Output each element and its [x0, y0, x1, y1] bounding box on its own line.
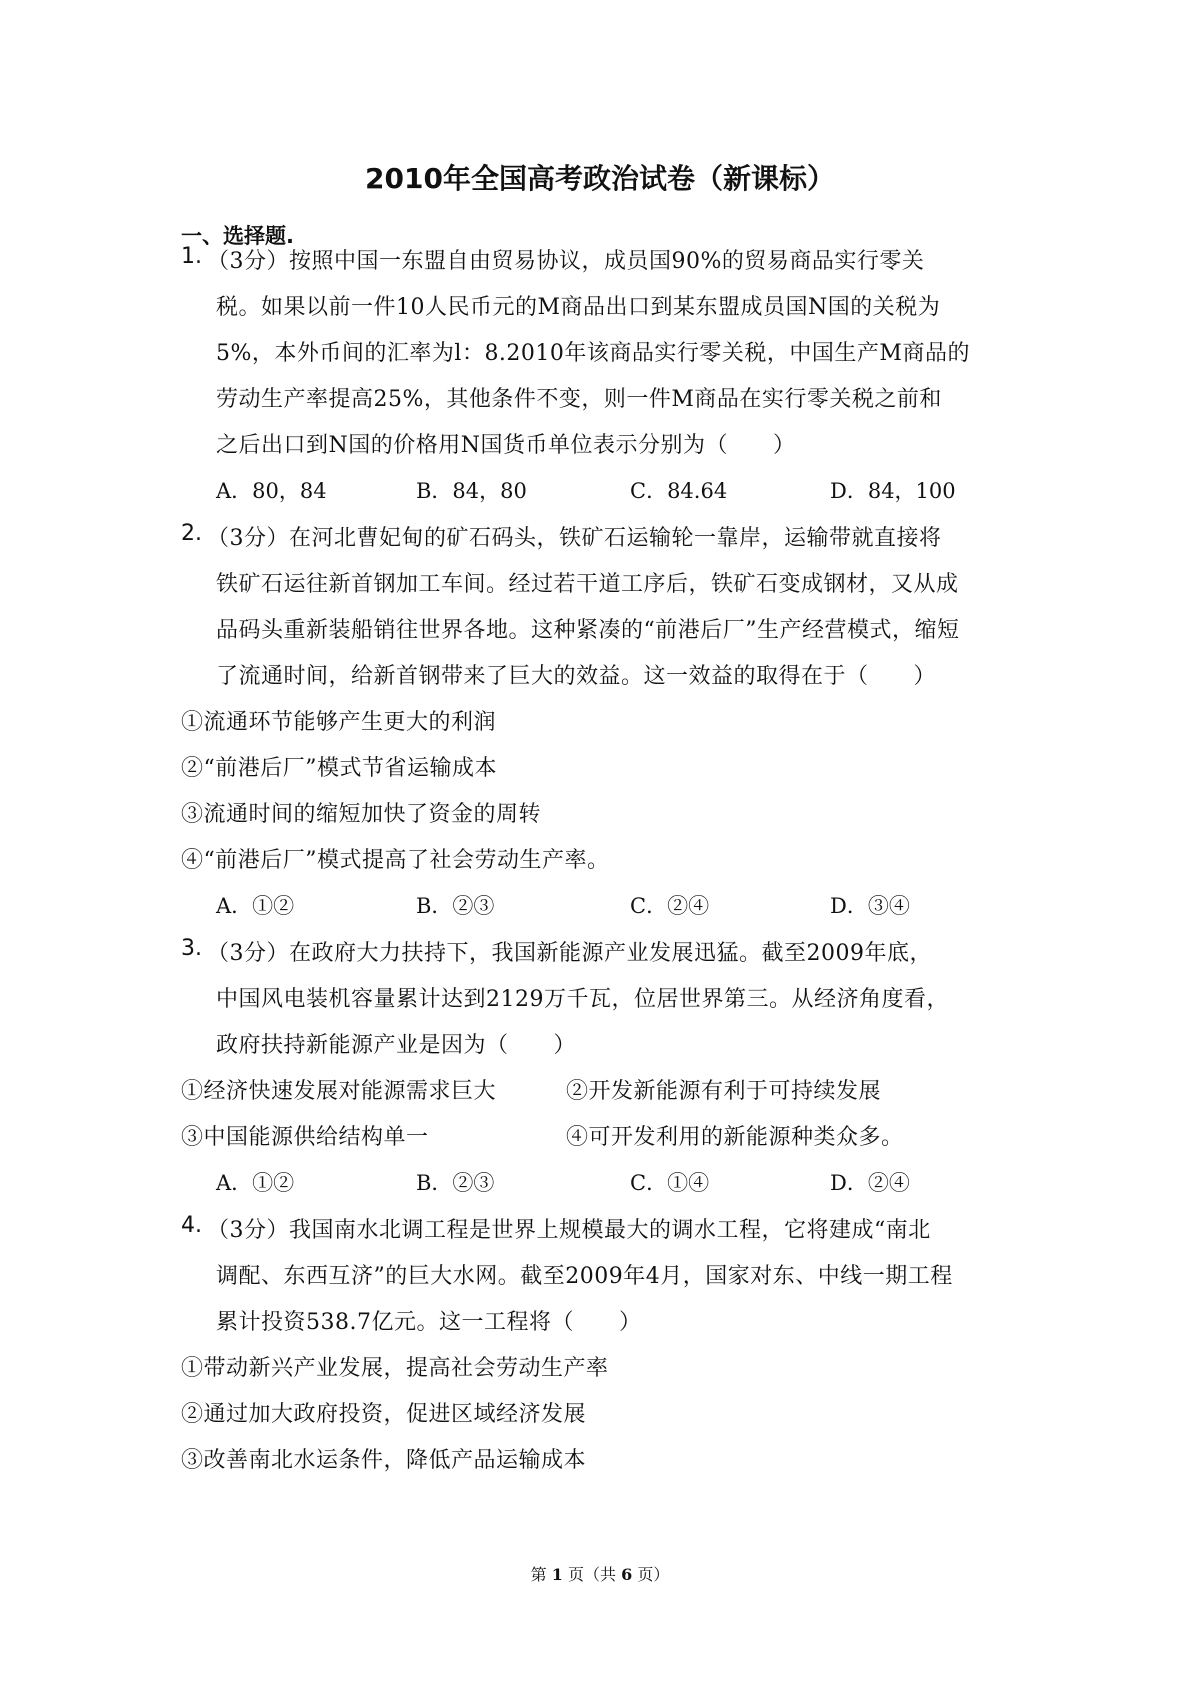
answer-option[interactable]: D．84，100	[830, 479, 956, 503]
footer-prefix: 第	[530, 1565, 547, 1584]
answer-option[interactable]: D．②④	[830, 1171, 910, 1195]
question-text-line: （3分）在河北曹妃甸的矿石码头，铁矿石运输轮一靠岸，运输带就直接将	[207, 526, 942, 551]
statement-item: ③改善南北水运条件，降低产品运输成本	[181, 1448, 587, 1473]
question-number: 2.	[181, 521, 202, 546]
question-text-line: 品码头重新装船销往世界各地。这种紧凑的“前港后厂”生产经营模式，缩短	[216, 618, 960, 643]
statement-item: ②“前港后厂”模式节省运输成本	[181, 756, 497, 781]
total-page-count: 6	[621, 1565, 633, 1584]
question-text-line: 之后出口到N国的价格用N国货币单位表示分别为（ ）	[216, 433, 796, 458]
question-text-line: 了流通时间，给新首钢带来了巨大的效益。这一效益的取得在于（ ）	[216, 664, 937, 689]
answer-option[interactable]: A．80，84	[216, 479, 327, 503]
statement-item: ②通过加大政府投资，促进区域经济发展	[181, 1402, 587, 1427]
statement-item: ①带动新兴产业发展，提高社会劳动生产率	[181, 1356, 609, 1381]
question-text-line: （3分）我国南水北调工程是世界上规模最大的调水工程，它将建成“南北	[207, 1218, 931, 1243]
question-text-line: 累计投资538.7亿元。这一工程将（ ）	[216, 1310, 642, 1335]
question-number: 3.	[181, 936, 202, 961]
question-number: 1.	[181, 244, 202, 269]
page-title: 2010年全国高考政治试卷（新课标）	[365, 162, 835, 195]
answer-option[interactable]: A．①②	[216, 894, 295, 918]
section-heading: 一、选择题.	[181, 224, 294, 248]
question-number: 4.	[181, 1213, 202, 1238]
page-footer	[0, 1562, 1200, 1585]
answer-option[interactable]: C．84.64	[630, 479, 728, 503]
question-text-line: 中国风电装机容量累计达到2129万千瓦，位居世界第三。从经济角度看，	[216, 987, 949, 1012]
question-text-line: 劳动生产率提高25%，其他条件不变，则一件M商品在实行零关税之前和	[216, 387, 942, 412]
statement-item: ④“前港后厂”模式提高了社会劳动生产率。	[181, 848, 610, 873]
answer-option[interactable]: A．①②	[216, 1171, 295, 1195]
answer-option[interactable]: B．②③	[416, 894, 495, 918]
statement-item: ④可开发利用的新能源种类众多。	[566, 1125, 904, 1150]
statement-item: ③中国能源供给结构单一	[181, 1125, 429, 1150]
question-text-line: 调配、东西互济”的巨大水网。截至2009年4月，国家对东、中线一期工程	[216, 1264, 953, 1289]
answer-option[interactable]: C．①④	[630, 1171, 710, 1195]
question-text-line: 政府扶持新能源产业是因为（ ）	[216, 1033, 577, 1058]
answer-option[interactable]: B．②③	[416, 1171, 495, 1195]
current-page-number: 1	[551, 1565, 563, 1584]
statement-item: ②开发新能源有利于可持续发展	[566, 1079, 882, 1104]
question-text-line: （3分）按照中国一东盟自由贸易协议，成员国90%的贸易商品实行零关	[207, 249, 925, 274]
footer-middle: 页（共	[567, 1565, 616, 1584]
answer-option[interactable]: B．84，80	[416, 479, 527, 503]
footer-suffix: 页）	[637, 1565, 670, 1584]
question-text-line: 税。如果以前一件10人民币元的M商品出口到某东盟成员国N国的关税为	[216, 295, 941, 320]
answer-option[interactable]: C．②④	[630, 894, 710, 918]
question-text-line: 铁矿石运往新首钢加工车间。经过若干道工序后，铁矿石变成钢材，又从成	[216, 572, 959, 597]
statement-item: ①经济快速发展对能源需求巨大	[181, 1079, 497, 1104]
statement-item: ①流通环节能够产生更大的利润	[181, 710, 497, 735]
question-text-line: 5%，本外币间的汇率为l：8.2010年该商品实行零关税，中国生产M商品的	[216, 341, 970, 366]
question-text-line: （3分）在政府大力扶持下，我国新能源产业发展迅猛。截至2009年底，	[207, 941, 932, 966]
answer-option[interactable]: D．③④	[830, 894, 910, 918]
statement-item: ③流通时间的缩短加快了资金的周转	[181, 802, 542, 827]
